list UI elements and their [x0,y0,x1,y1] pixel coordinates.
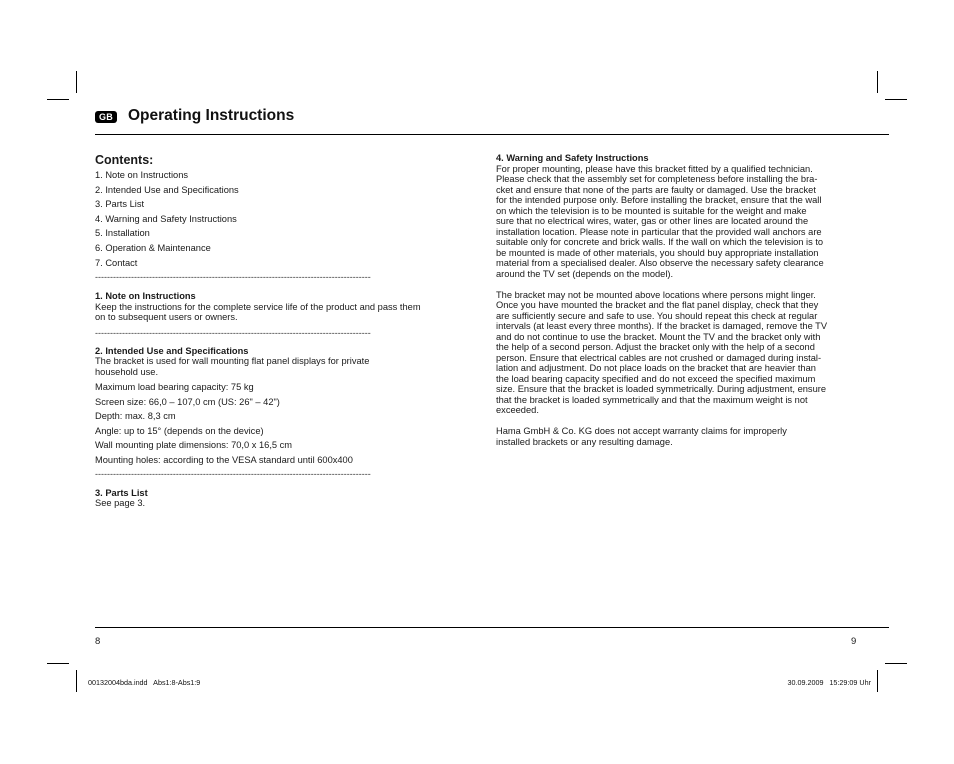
crop-mark-top-left-v [76,71,77,93]
body-line: for the intended purpose only. Before installing the bracket, ensure that the wall [496,195,822,205]
contents-list [95,170,465,268]
body-line: Please check that the assembly set for completeness before installing the bra- [496,174,818,184]
body-line: the load bearing capacity specified and do not exceed the specified maximum [496,373,816,384]
body-line: The bracket is used for wall mounting flat panel displays for private [95,356,370,367]
body-line: The bracket may not be mounted above locations where persons might linger. [496,289,816,300]
crop-mark-bottom-right-h [885,663,907,664]
left-column [95,152,465,509]
body-line: are sufficiently secure and safe to use. You should repeat this check at regular [496,310,818,321]
body-line: suitable only for concrete and brick walls. If the wall on which the television is to [496,237,824,247]
crop-mark-bottom-right-v [877,670,878,692]
spec-line: Maximum load bearing capacity: 75 kg [95,382,254,393]
separator: -------------------------------------------------------------------------------------------- [95,468,371,479]
warning-paragraph-2 [496,290,864,416]
spec-line: Depth: max. 8,3 cm [95,411,176,422]
body-line: See page 3. [95,498,146,509]
body-line: size. Ensure that the bracket is loaded symmetrically. During adjustment, ensure [496,384,827,394]
body-line: person. Ensure that electrical cables are not crushed or damaged during instal- [496,352,822,363]
section-heading: 3. Parts List [95,487,148,498]
contents-heading: Contents: [95,153,154,167]
section-heading: 4. Warning and Safety Instructions [496,153,649,163]
body-line: sure that no electrical wires, water, gas or other lines are located around the [496,216,809,226]
body-line: around the TV set (depends on the model). [496,268,674,279]
body-line: installed brackets or any resulting damage. [496,436,673,447]
crop-mark-top-right-v [877,71,878,93]
crop-mark-bottom-left-h [47,663,69,664]
body-line: lation and adjustment. Do not place loads on the bracket that are heavier than [496,363,816,373]
body-line: Once you have mounted the bracket and the flat panel display, check that they [496,300,819,310]
right-column [496,153,864,447]
body-line: intervals (at least every three months). If the bracket is damaged, remove the TV [496,321,828,331]
warning-paragraph-3 [496,426,864,447]
crop-mark-top-right-h [885,99,907,100]
section-intended-use [95,346,465,466]
spec-line: Wall mounting plate dimensions: 70,0 x 16,5 cm [95,440,293,451]
body-line: on which the television is to be mounted is suitable for the weight and make [496,205,807,216]
section-heading: 2. Intended Use and Specifications [95,345,249,356]
toc-item: 7. Contact [95,257,138,268]
body-line: Keep the instructions for the complete service life of the product and pass them [95,301,421,312]
print-timestamp: 30.09.2009 15:29:09 Uhr [787,678,871,687]
header-rule [95,134,889,135]
body-line: that the bracket is loaded symmetrically and that the maximum weight is not [496,394,808,405]
spec-line: Angle: up to 15° (depends on the device) [95,425,264,436]
warning-paragraph-1 [496,164,864,280]
body-line: and do not continue to use the bracket. Mount the TV and the bracket only with [496,331,821,342]
toc-item: 5. Installation [95,228,150,239]
page-number-left: 8 [95,636,101,647]
body-line: Hama GmbH & Co. KG does not accept warranty claims for improperly [496,426,787,436]
file-info: 00132004bda.indd Abs1:8-Abs1:9 [88,678,201,687]
toc-item: 3. Parts List [95,199,145,210]
body-line: the help of a second person. Adjust the bracket only with the help of a second [496,342,815,352]
spec-line: Mounting holes: according to the VESA standard until 600x400 [95,455,353,466]
body-line: material from a specialised dealer. Also observe the necessary safety clearance [496,258,824,268]
body-line: cket and ensure that none of the parts are faulty or damaged. Use the bracket [496,184,816,195]
toc-item: 4. Warning and Safety Instructions [95,213,237,224]
separator: -------------------------------------------------------------------------------------------- [95,272,371,283]
body-line: exceeded. [496,405,539,415]
page-number-right: 9 [851,636,857,647]
page-title: Operating Instructions [128,107,295,124]
body-line: be mounted is made of other materials, you should buy appropriate installation [496,247,819,258]
toc-item: 6. Operation & Maintenance [95,242,211,253]
body-line: on to subsequent users or owners. [95,312,238,323]
separator: -------------------------------------------------------------------------------------------- [95,327,371,338]
spec-line: Screen size: 66,0 – 107,0 cm (US: 26" – 42") [95,396,280,407]
section-note [95,291,465,323]
toc-item: 2. Intended Use and Specifications [95,184,239,195]
body-line: household use. [95,366,159,377]
footer-rule [95,627,889,628]
crop-mark-top-left-h [47,99,69,100]
section-parts-list [95,488,465,509]
language-badge: GB [95,111,117,123]
crop-mark-bottom-left-v [76,670,77,692]
toc-item: 1. Note on Instructions [95,170,189,180]
body-line: For proper mounting, please have this bracket fitted by a qualified technician. [496,163,813,174]
body-line: installation location. Please note in particular that the provided wall anchors are [496,226,822,237]
section-heading: 1. Note on Instructions [95,291,196,302]
